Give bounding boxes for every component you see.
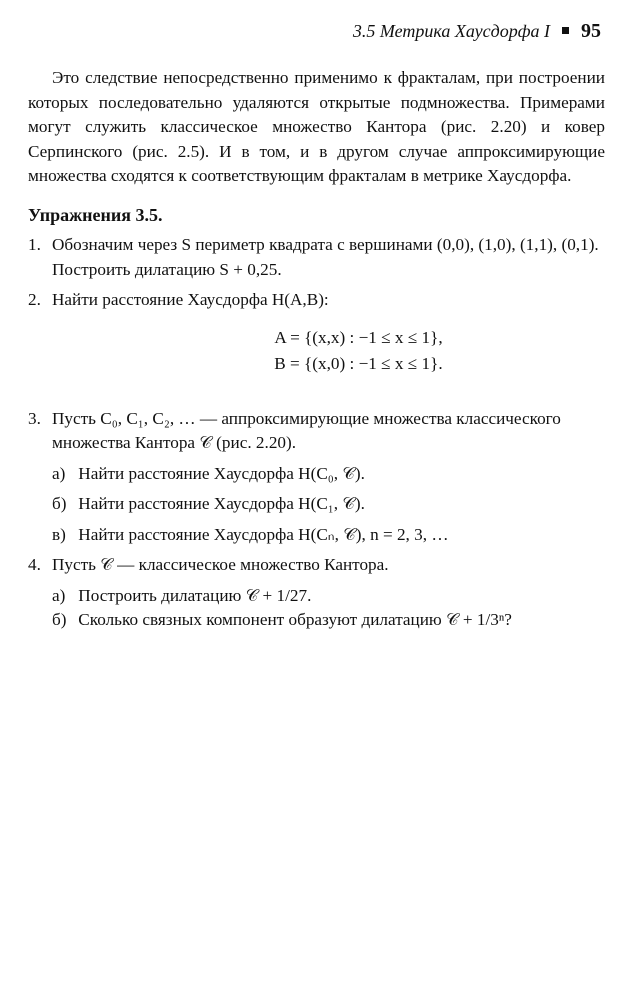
subitem-text: Найти расстояние Хаусдорфа H(Cₙ, 𝒞), n = 2, 3, …: [78, 524, 449, 544]
exercise-text: Обозначим через S периметр квадрата с вершинами (0,0), (1,0), (1,1), (0,1). Построить дилатацию S + 0,25.: [52, 235, 599, 279]
intro-paragraph: Это следствие непосредственно применимо к фракталам, при построении которых последовательно удаляются открытые подмножества. Примерами могут служить классическое множество Кантора (рис. 2.20) и ковер Серпинского (рис. 2.5). И в том, и в другом случае аппроксимирующие множества сходятся к соответствующим фракталам в метрике Хаусдорфа.: [28, 68, 605, 185]
header-title: 3.5 Метрика Хаусдорфа I: [352, 21, 550, 41]
formula-line: A = {(x,x) : −1 ≤ x ≤ 1},: [274, 327, 443, 347]
exercise-body: [52, 288, 605, 385]
exercise-text: Найти расстояние Хаусдорфа H(A,B):: [52, 290, 329, 309]
running-header: [353, 20, 601, 43]
exercise-1: [28, 233, 605, 282]
subitem-label: а): [52, 463, 66, 483]
exercise-number: 3.: [28, 408, 41, 428]
subitem-text: Найти расстояние Хаусдорфа H(C₁, 𝒞).: [78, 494, 365, 513]
subitem-label: б): [52, 494, 67, 513]
exercise-number: 1.: [28, 235, 41, 254]
formula-block: [112, 325, 605, 377]
subitem: [52, 492, 605, 517]
subitem-label: в): [52, 524, 66, 544]
subitem-text: Построить дилатацию 𝒞 + 1/27.: [78, 585, 312, 605]
subitem: [52, 584, 605, 609]
subitem-label: а): [52, 585, 66, 605]
exercise-body: [52, 553, 605, 633]
subitem: [52, 523, 605, 548]
exercise-3: [28, 407, 605, 548]
page-content: [28, 66, 605, 633]
subitem-label: б): [52, 610, 67, 629]
exercise-text: Пусть 𝒞 — классическое множество Кантора.: [52, 555, 389, 574]
subitem: [52, 608, 605, 633]
subitem: [52, 462, 605, 487]
header-separator-square: [562, 27, 569, 34]
page-number: 95: [581, 20, 601, 42]
exercise-2: [28, 288, 605, 385]
exercise-number: 2.: [28, 290, 41, 309]
subitem-text: Сколько связных компонент образуют дилатацию 𝒞 + 1/3ⁿ?: [78, 610, 512, 629]
exercise-4: [28, 553, 605, 633]
formula-line: B = {(x,0) : −1 ≤ x ≤ 1}.: [274, 353, 443, 373]
exercise-text: Пусть C₀, C₁, C₂, … — аппроксимирующие множества классического множества Кантора 𝒞 (рис. 2.20).: [52, 408, 561, 452]
exercise-number: 4.: [28, 555, 41, 574]
exercises-title: Упражнения 3.5.: [28, 204, 163, 225]
subitem-text: Найти расстояние Хаусдорфа H(C₀, 𝒞).: [78, 463, 365, 483]
exercise-body: [52, 407, 605, 548]
